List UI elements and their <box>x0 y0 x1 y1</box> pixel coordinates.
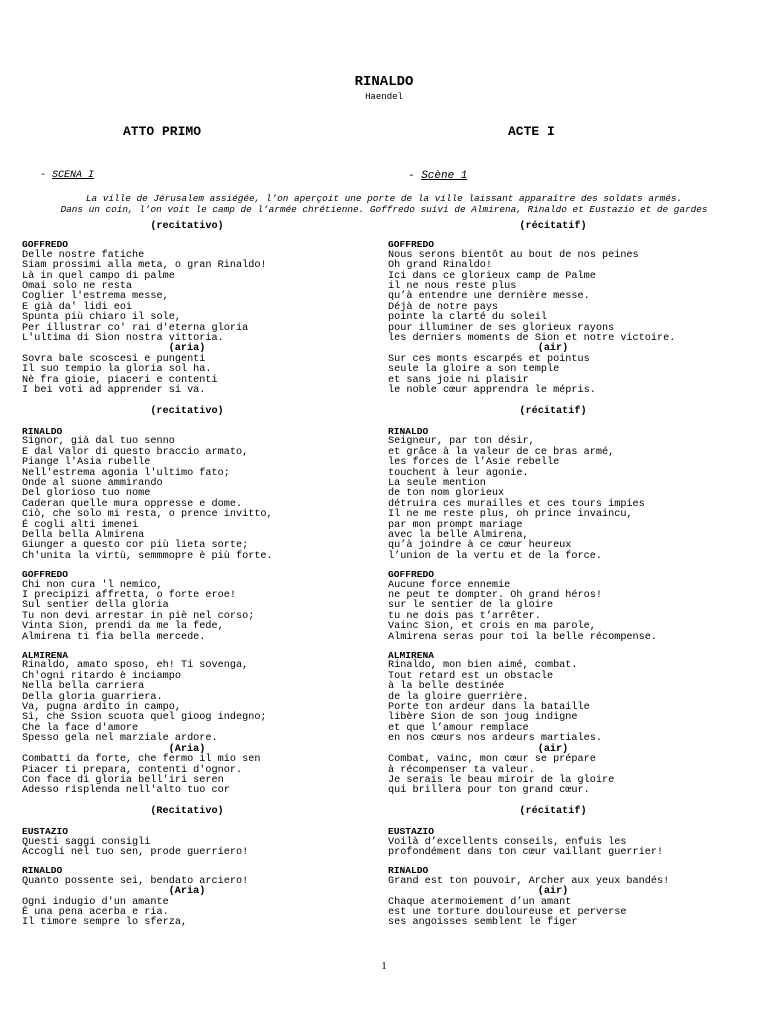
speaker-name: GOFFREDO <box>22 569 69 581</box>
verse-block: Seigneur, par ton désir, et grâce à la valeur de ce bras armé, les forces de l’Asie rebelle touchent à leur agonie. La seule mention de ton nom glorieux détruira ces murailles et ces tours impies Il ne me reste plus, oh prince invaincu, par mon prompt mariage avec la belle Almirena, qu’à joindre à ce cœur heureux l’union de la vertu et de la force. <box>388 436 645 562</box>
scene-prefix: - <box>40 170 53 181</box>
speaker-name: ALMIRENA <box>388 650 435 662</box>
verse-block: Sovra bale scoscesi e pungenti Il suo tempio la gloria sol ha. Nè fra gioie, piaceri e contenti I bei voti ad apprender si va. <box>22 353 218 397</box>
verse-block: Chi non cura 'l nemico, I precipizi affretta, o forte eroe! Sul sentier della gloria Tu non devi arrestar in piè nel corso; Vinta Sion, prendi da me la fede, Almirena ti fia bella mercede. <box>22 579 255 643</box>
french-column <box>388 222 748 929</box>
verse-block: Nous serons bientôt au bout de nos peines Oh grand Rinaldo! Ici dans ce glorieux camp de Palme il ne nous reste plus qu’à entendre une dernière messe. Déjà de notre pays pointe la clarté du soleil pour illuminer de ses glorieux rayons les derniers moments de Sion et notre victoire. <box>388 249 676 345</box>
speaker-name: RINALDO <box>22 425 63 437</box>
section-label: (recitativo) <box>150 221 224 232</box>
stage-direction-line: La ville de Jérusalem assiégée, l’on aperçoit une porte de la ville laissant apparaître des soldats armés. <box>85 193 683 204</box>
section-label: (Recitativo) <box>150 805 224 817</box>
scene-label: SCENA I <box>52 170 95 181</box>
section-label: (air) <box>537 743 569 755</box>
verse-block: Quanto possente sei, bendato arciero! <box>22 875 249 887</box>
section-label: (recitativo) <box>150 405 224 417</box>
section-label: (Aria) <box>168 886 206 898</box>
scene-heading-italian <box>40 170 94 181</box>
speaker-name: RINALDO <box>22 865 63 877</box>
scene-prefix: - <box>408 170 422 182</box>
section-label: (air) <box>537 343 569 355</box>
verse-block: Aucune force ennemie ne peut te dompter. Oh grand héros! sur le sentier de la gloire tu ne dois pas t’arrêter. Vainc Sion, et crois en ma parole, Almirena seras pour toi la belle récompense. <box>388 579 657 643</box>
scene-heading-french <box>408 170 467 182</box>
page-number: 1 <box>381 960 387 972</box>
verse-block: Voilà d’excellents conseils, enfuis les profondément dans ton cœur vaillant guerrier! <box>388 836 664 858</box>
verse-block: Questi saggi consigli Accogli nel tuo sen, prode guerriero! <box>22 836 249 858</box>
section-label: (aria) <box>168 343 206 355</box>
section-label: (récitatif) <box>519 221 587 232</box>
verse-block: Rinaldo, amato sposo, eh! Ti sovenga, Ch'ogni ritardo è inciampo Nella bella carriera Della gloria guarriera. Va, pugna ardito in campo, Sì, che Ssion scuota quel gioog indegno; Che la face d'amore Spesso gela nel marziale ardore. <box>22 660 267 745</box>
composer-name: Haendel <box>365 92 403 102</box>
verse-block: Grand est ton pouvoir, Archer aux yeux bandés! <box>388 875 670 887</box>
section-label: (récitatif) <box>519 805 587 817</box>
speaker-name: EUSTAZIO <box>22 826 69 838</box>
act-heading-italian: ATTO PRIMO <box>123 124 202 139</box>
page-title: RINALDO <box>354 74 414 90</box>
verse-block: Delle nostre fatiche Siam prossimi alla meta, o gran Rinaldo! Là in quel campo di palme Omai solo ne resta Coglier l'estrema messe, E già da' lidi eoi Spunta più chiaro il sole, Per illustrar co' rai d'eterna gloria L'ultima di Sion nostra vittoria. <box>22 249 267 345</box>
verse-block: Ogni indugio d'un amante È una pena acerba e ria. Il timore sempre lo sferza, <box>22 896 188 929</box>
section-label: (récitatif) <box>519 405 587 417</box>
stage-direction-line: Dans un coin, l’on voit le camp de l’armée chrétienne. Goffredo suivi de Almirena, Rinaldo et Eustazio et de gardes <box>60 204 708 215</box>
section-label: (air) <box>537 886 569 898</box>
verse-block: Combat, vainc, mon cœur se prépare à récompenser ta valeur. Je serais le beau miroir de la gloire qui brillera pour ton grand cœur. <box>388 754 615 797</box>
scene-label: Scène 1 <box>421 170 468 182</box>
section-label: (Aria) <box>168 743 206 755</box>
stage-direction <box>14 193 754 215</box>
verse-block: Rinaldo, mon bien aimé, combat. Tout retard est un obstacle à la belle destinée de la gloire guerrière. Porte ton ardeur dans la bataille libère Sion de son joug indigne et que l’amour remplace en nos cœurs nos ardeurs martiales. <box>388 660 602 745</box>
verse-block: Signor, già dal tuo senno E dal Valor di questo braccio armato, Piange l'Asia rubelle Nell'estrema agonia l'ultimo fato; Onde al suone ammirando Del glorioso tuo nome Caderan quelle mura oppresse e dome. Ciò, che solo mi resta, o prence invitto, É cogli alti imenei Della bella Almirena Giunger a questo cor più lieta sorte; Ch'unita la virtù, semmmopre è più forte. <box>22 436 273 562</box>
verse-block: Chaque atermoiement d’un amant est une torture douloureuse et perverse ses angoisses semblent le figer <box>388 896 627 929</box>
italian-column <box>22 222 382 929</box>
speaker-name: GOFFREDO <box>22 239 69 251</box>
speaker-name: RINALDO <box>388 425 429 437</box>
verse-block: Sur ces monts escarpés et pointus seule la gloire a son temple et sans joie ni plaisir le noble cœur apprendra le mépris. <box>388 353 596 397</box>
speaker-name: GOFFREDO <box>388 569 435 581</box>
verse-block: Combatti da forte, che fermo il mio sen Piacer ti prepara, contenti d'ognor. Con face di gloria bell'iri seren Adesso risplenda nell'alto tuo cor <box>22 754 261 797</box>
speaker-name: EUSTAZIO <box>388 826 435 838</box>
speaker-name: GOFFREDO <box>388 239 435 251</box>
speaker-name: ALMIRENA <box>22 650 69 662</box>
speaker-name: RINALDO <box>388 865 429 877</box>
act-heading-french: ACTE I <box>508 124 555 139</box>
